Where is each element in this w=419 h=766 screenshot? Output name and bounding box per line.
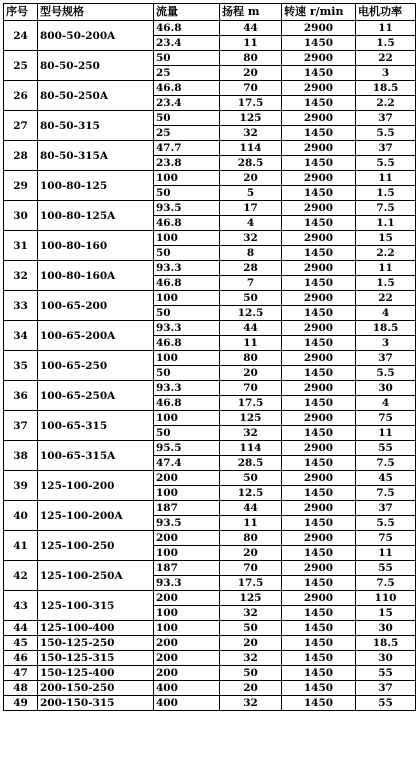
head-cell: 32	[220, 651, 282, 666]
motor-power-cell: 15	[356, 606, 416, 621]
flow-cell: 100	[154, 606, 220, 621]
speed-cell: 2900	[282, 501, 356, 516]
speed-cell: 1450	[282, 696, 356, 711]
model-cell: 80-50-315A	[38, 141, 154, 171]
speed-cell: 1450	[282, 486, 356, 501]
serial-number-cell: 41	[4, 531, 38, 561]
head-cell: 20	[220, 171, 282, 186]
table-row	[4, 651, 416, 666]
head-cell: 70	[220, 81, 282, 96]
flow-cell: 187	[154, 561, 220, 576]
motor-power-cell: 11	[356, 426, 416, 441]
model-cell: 80-50-250A	[38, 81, 154, 111]
motor-power-cell: 3	[356, 66, 416, 81]
model-cell: 100-80-160	[38, 231, 154, 261]
header-model: 型号规格	[38, 4, 154, 21]
head-cell: 28	[220, 261, 282, 276]
flow-cell: 100	[154, 486, 220, 501]
motor-power-cell: 1.1	[356, 216, 416, 231]
serial-number-cell: 32	[4, 261, 38, 291]
motor-power-cell: 37	[356, 351, 416, 366]
head-cell: 17.5	[220, 96, 282, 111]
flow-cell: 187	[154, 501, 220, 516]
table-row	[4, 471, 416, 486]
speed-cell: 1450	[282, 576, 356, 591]
model-cell: 100-65-200	[38, 291, 154, 321]
speed-cell: 1450	[282, 66, 356, 81]
serial-number-cell: 43	[4, 591, 38, 621]
speed-cell: 1450	[282, 336, 356, 351]
model-cell: 125-100-400	[38, 621, 154, 636]
table-row	[4, 21, 416, 36]
head-cell: 114	[220, 441, 282, 456]
motor-power-cell: 11	[356, 546, 416, 561]
motor-power-cell: 1.5	[356, 276, 416, 291]
motor-power-cell: 11	[356, 171, 416, 186]
motor-power-cell: 7.5	[356, 576, 416, 591]
serial-number-cell: 29	[4, 171, 38, 201]
flow-cell: 50	[154, 426, 220, 441]
header-speed: 转速 r/min	[282, 4, 356, 21]
flow-cell: 50	[154, 111, 220, 126]
model-cell: 125-100-250A	[38, 561, 154, 591]
motor-power-cell: 11	[356, 21, 416, 36]
table-row	[4, 666, 416, 681]
motor-power-cell: 5.5	[356, 516, 416, 531]
table-header-row	[4, 4, 416, 21]
motor-power-cell: 1.5	[356, 186, 416, 201]
head-cell: 32	[220, 231, 282, 246]
flow-cell: 46.8	[154, 81, 220, 96]
speed-cell: 2900	[282, 141, 356, 156]
flow-cell: 93.3	[154, 576, 220, 591]
head-cell: 12.5	[220, 486, 282, 501]
speed-cell: 1450	[282, 366, 356, 381]
model-cell: 125-100-315	[38, 591, 154, 621]
head-cell: 32	[220, 126, 282, 141]
serial-number-cell: 28	[4, 141, 38, 171]
serial-number-cell: 38	[4, 441, 38, 471]
speed-cell: 2900	[282, 201, 356, 216]
model-cell: 100-65-250A	[38, 381, 154, 411]
motor-power-cell: 15	[356, 231, 416, 246]
model-cell: 150-125-315	[38, 651, 154, 666]
head-cell: 20	[220, 681, 282, 696]
speed-cell: 1450	[282, 666, 356, 681]
motor-power-cell: 37	[356, 141, 416, 156]
speed-cell: 1450	[282, 156, 356, 171]
head-cell: 8	[220, 246, 282, 261]
motor-power-cell: 4	[356, 396, 416, 411]
motor-power-cell: 7.5	[356, 456, 416, 471]
table-row	[4, 561, 416, 576]
flow-cell: 200	[154, 471, 220, 486]
motor-power-cell: 45	[356, 471, 416, 486]
table-row	[4, 351, 416, 366]
table-row	[4, 321, 416, 336]
flow-cell: 25	[154, 66, 220, 81]
table-row	[4, 81, 416, 96]
model-cell: 100-65-315A	[38, 441, 154, 471]
serial-number-cell: 45	[4, 636, 38, 651]
serial-number-cell: 46	[4, 651, 38, 666]
motor-power-cell: 18.5	[356, 321, 416, 336]
speed-cell: 1450	[282, 396, 356, 411]
header-motor-power: 电机功率	[356, 4, 416, 21]
motor-power-cell: 5.5	[356, 126, 416, 141]
head-cell: 11	[220, 336, 282, 351]
flow-cell: 46.8	[154, 216, 220, 231]
head-cell: 125	[220, 111, 282, 126]
flow-cell: 100	[154, 291, 220, 306]
head-cell: 70	[220, 381, 282, 396]
head-cell: 7	[220, 276, 282, 291]
model-cell: 800-50-200A	[38, 21, 154, 51]
serial-number-cell: 44	[4, 621, 38, 636]
pump-spec-table	[3, 3, 416, 711]
head-cell: 80	[220, 351, 282, 366]
motor-power-cell: 22	[356, 51, 416, 66]
head-cell: 32	[220, 606, 282, 621]
flow-cell: 47.7	[154, 141, 220, 156]
table-body	[4, 21, 416, 711]
head-cell: 11	[220, 516, 282, 531]
speed-cell: 2900	[282, 441, 356, 456]
model-cell: 80-50-315	[38, 111, 154, 141]
table-row	[4, 636, 416, 651]
speed-cell: 1450	[282, 621, 356, 636]
speed-cell: 2900	[282, 561, 356, 576]
speed-cell: 1450	[282, 36, 356, 51]
motor-power-cell: 55	[356, 561, 416, 576]
speed-cell: 2900	[282, 51, 356, 66]
flow-cell: 50	[154, 51, 220, 66]
flow-cell: 95.5	[154, 441, 220, 456]
flow-cell: 47.4	[154, 456, 220, 471]
flow-cell: 200	[154, 636, 220, 651]
model-cell: 100-65-315	[38, 411, 154, 441]
speed-cell: 1450	[282, 546, 356, 561]
serial-number-cell: 35	[4, 351, 38, 381]
speed-cell: 1450	[282, 606, 356, 621]
speed-cell: 2900	[282, 531, 356, 546]
table-row	[4, 381, 416, 396]
model-cell: 80-50-250	[38, 51, 154, 81]
serial-number-cell: 26	[4, 81, 38, 111]
model-cell: 150-125-400	[38, 666, 154, 681]
speed-cell: 2900	[282, 381, 356, 396]
head-cell: 17.5	[220, 576, 282, 591]
flow-cell: 400	[154, 681, 220, 696]
head-cell: 11	[220, 36, 282, 51]
serial-number-cell: 27	[4, 111, 38, 141]
head-cell: 4	[220, 216, 282, 231]
motor-power-cell: 7.5	[356, 486, 416, 501]
speed-cell: 1450	[282, 426, 356, 441]
table-row	[4, 51, 416, 66]
speed-cell: 1450	[282, 516, 356, 531]
speed-cell: 1450	[282, 246, 356, 261]
table-row	[4, 531, 416, 546]
table-row	[4, 591, 416, 606]
flow-cell: 50	[154, 366, 220, 381]
flow-cell: 46.8	[154, 276, 220, 291]
head-cell: 32	[220, 426, 282, 441]
motor-power-cell: 5.5	[356, 366, 416, 381]
motor-power-cell: 3	[356, 336, 416, 351]
head-cell: 50	[220, 291, 282, 306]
motor-power-cell: 37	[356, 111, 416, 126]
serial-number-cell: 31	[4, 231, 38, 261]
flow-cell: 50	[154, 306, 220, 321]
head-cell: 20	[220, 546, 282, 561]
head-cell: 80	[220, 51, 282, 66]
speed-cell: 1450	[282, 186, 356, 201]
speed-cell: 2900	[282, 171, 356, 186]
header-flow: 流量	[154, 4, 220, 21]
flow-cell: 46.8	[154, 396, 220, 411]
header-head: 扬程 m	[220, 4, 282, 21]
model-cell: 125-100-200A	[38, 501, 154, 531]
flow-cell: 46.8	[154, 336, 220, 351]
speed-cell: 2900	[282, 111, 356, 126]
head-cell: 125	[220, 411, 282, 426]
model-cell: 200-150-250	[38, 681, 154, 696]
serial-number-cell: 48	[4, 681, 38, 696]
model-cell: 100-65-250	[38, 351, 154, 381]
flow-cell: 23.4	[154, 36, 220, 51]
speed-cell: 2900	[282, 321, 356, 336]
model-cell: 100-80-160A	[38, 261, 154, 291]
head-cell: 20	[220, 66, 282, 81]
head-cell: 5	[220, 186, 282, 201]
flow-cell: 23.8	[154, 156, 220, 171]
head-cell: 50	[220, 471, 282, 486]
motor-power-cell: 55	[356, 441, 416, 456]
speed-cell: 1450	[282, 681, 356, 696]
speed-cell: 1450	[282, 456, 356, 471]
motor-power-cell: 55	[356, 696, 416, 711]
table-row	[4, 501, 416, 516]
motor-power-cell: 5.5	[356, 156, 416, 171]
table-row	[4, 621, 416, 636]
speed-cell: 1450	[282, 216, 356, 231]
flow-cell: 93.5	[154, 201, 220, 216]
serial-number-cell: 37	[4, 411, 38, 441]
model-cell: 200-150-315	[38, 696, 154, 711]
flow-cell: 25	[154, 126, 220, 141]
flow-cell: 200	[154, 651, 220, 666]
flow-cell: 100	[154, 351, 220, 366]
flow-cell: 100	[154, 546, 220, 561]
flow-cell: 50	[154, 186, 220, 201]
head-cell: 44	[220, 21, 282, 36]
serial-number-cell: 47	[4, 666, 38, 681]
speed-cell: 2900	[282, 21, 356, 36]
serial-number-cell: 34	[4, 321, 38, 351]
motor-power-cell: 30	[356, 381, 416, 396]
speed-cell: 2900	[282, 591, 356, 606]
speed-cell: 1450	[282, 651, 356, 666]
head-cell: 50	[220, 666, 282, 681]
flow-cell: 100	[154, 171, 220, 186]
flow-cell: 93.3	[154, 261, 220, 276]
flow-cell: 100	[154, 411, 220, 426]
speed-cell: 1450	[282, 126, 356, 141]
motor-power-cell: 55	[356, 666, 416, 681]
table-row	[4, 261, 416, 276]
head-cell: 28.5	[220, 456, 282, 471]
serial-number-cell: 36	[4, 381, 38, 411]
motor-power-cell: 18.5	[356, 81, 416, 96]
head-cell: 125	[220, 591, 282, 606]
head-cell: 28.5	[220, 156, 282, 171]
table-row	[4, 441, 416, 456]
serial-number-cell: 25	[4, 51, 38, 81]
speed-cell: 2900	[282, 81, 356, 96]
head-cell: 32	[220, 696, 282, 711]
flow-cell: 400	[154, 696, 220, 711]
flow-cell: 50	[154, 246, 220, 261]
flow-cell: 93.3	[154, 321, 220, 336]
table-row	[4, 696, 416, 711]
motor-power-cell: 75	[356, 411, 416, 426]
head-cell: 12.5	[220, 306, 282, 321]
serial-number-cell: 30	[4, 201, 38, 231]
serial-number-cell: 49	[4, 696, 38, 711]
speed-cell: 2900	[282, 411, 356, 426]
table-row	[4, 681, 416, 696]
serial-number-cell: 33	[4, 291, 38, 321]
head-cell: 114	[220, 141, 282, 156]
table-row	[4, 171, 416, 186]
head-cell: 17	[220, 201, 282, 216]
motor-power-cell: 75	[356, 531, 416, 546]
table-row	[4, 411, 416, 426]
flow-cell: 23.4	[154, 96, 220, 111]
table-row	[4, 201, 416, 216]
motor-power-cell: 22	[356, 291, 416, 306]
model-cell: 100-80-125	[38, 171, 154, 201]
motor-power-cell: 7.5	[356, 201, 416, 216]
speed-cell: 1450	[282, 636, 356, 651]
table-row	[4, 291, 416, 306]
flow-cell: 100	[154, 621, 220, 636]
motor-power-cell: 18.5	[356, 636, 416, 651]
speed-cell: 2900	[282, 231, 356, 246]
motor-power-cell: 2.2	[356, 246, 416, 261]
model-cell: 150-125-250	[38, 636, 154, 651]
motor-power-cell: 1.5	[356, 36, 416, 51]
head-cell: 70	[220, 561, 282, 576]
head-cell: 44	[220, 321, 282, 336]
motor-power-cell: 30	[356, 651, 416, 666]
header-serial-number: 序号	[4, 4, 38, 21]
flow-cell: 200	[154, 666, 220, 681]
serial-number-cell: 24	[4, 21, 38, 51]
table-row	[4, 141, 416, 156]
model-cell: 125-100-200	[38, 471, 154, 501]
serial-number-cell: 39	[4, 471, 38, 501]
motor-power-cell: 37	[356, 501, 416, 516]
speed-cell: 1450	[282, 306, 356, 321]
flow-cell: 100	[154, 231, 220, 246]
flow-cell: 200	[154, 531, 220, 546]
head-cell: 50	[220, 621, 282, 636]
model-cell: 125-100-250	[38, 531, 154, 561]
motor-power-cell: 30	[356, 621, 416, 636]
motor-power-cell: 11	[356, 261, 416, 276]
head-cell: 80	[220, 531, 282, 546]
speed-cell: 2900	[282, 351, 356, 366]
head-cell: 20	[220, 366, 282, 381]
flow-cell: 93.5	[154, 516, 220, 531]
serial-number-cell: 40	[4, 501, 38, 531]
motor-power-cell: 37	[356, 681, 416, 696]
head-cell: 44	[220, 501, 282, 516]
model-cell: 100-65-200A	[38, 321, 154, 351]
speed-cell: 2900	[282, 291, 356, 306]
speed-cell: 2900	[282, 261, 356, 276]
motor-power-cell: 2.2	[356, 96, 416, 111]
head-cell: 17.5	[220, 396, 282, 411]
speed-cell: 1450	[282, 276, 356, 291]
head-cell: 20	[220, 636, 282, 651]
flow-cell: 200	[154, 591, 220, 606]
motor-power-cell: 110	[356, 591, 416, 606]
motor-power-cell: 4	[356, 306, 416, 321]
model-cell: 100-80-125A	[38, 201, 154, 231]
table-row	[4, 231, 416, 246]
flow-cell: 46.8	[154, 21, 220, 36]
flow-cell: 93.3	[154, 381, 220, 396]
speed-cell: 1450	[282, 96, 356, 111]
speed-cell: 2900	[282, 471, 356, 486]
serial-number-cell: 42	[4, 561, 38, 591]
table-row	[4, 111, 416, 126]
